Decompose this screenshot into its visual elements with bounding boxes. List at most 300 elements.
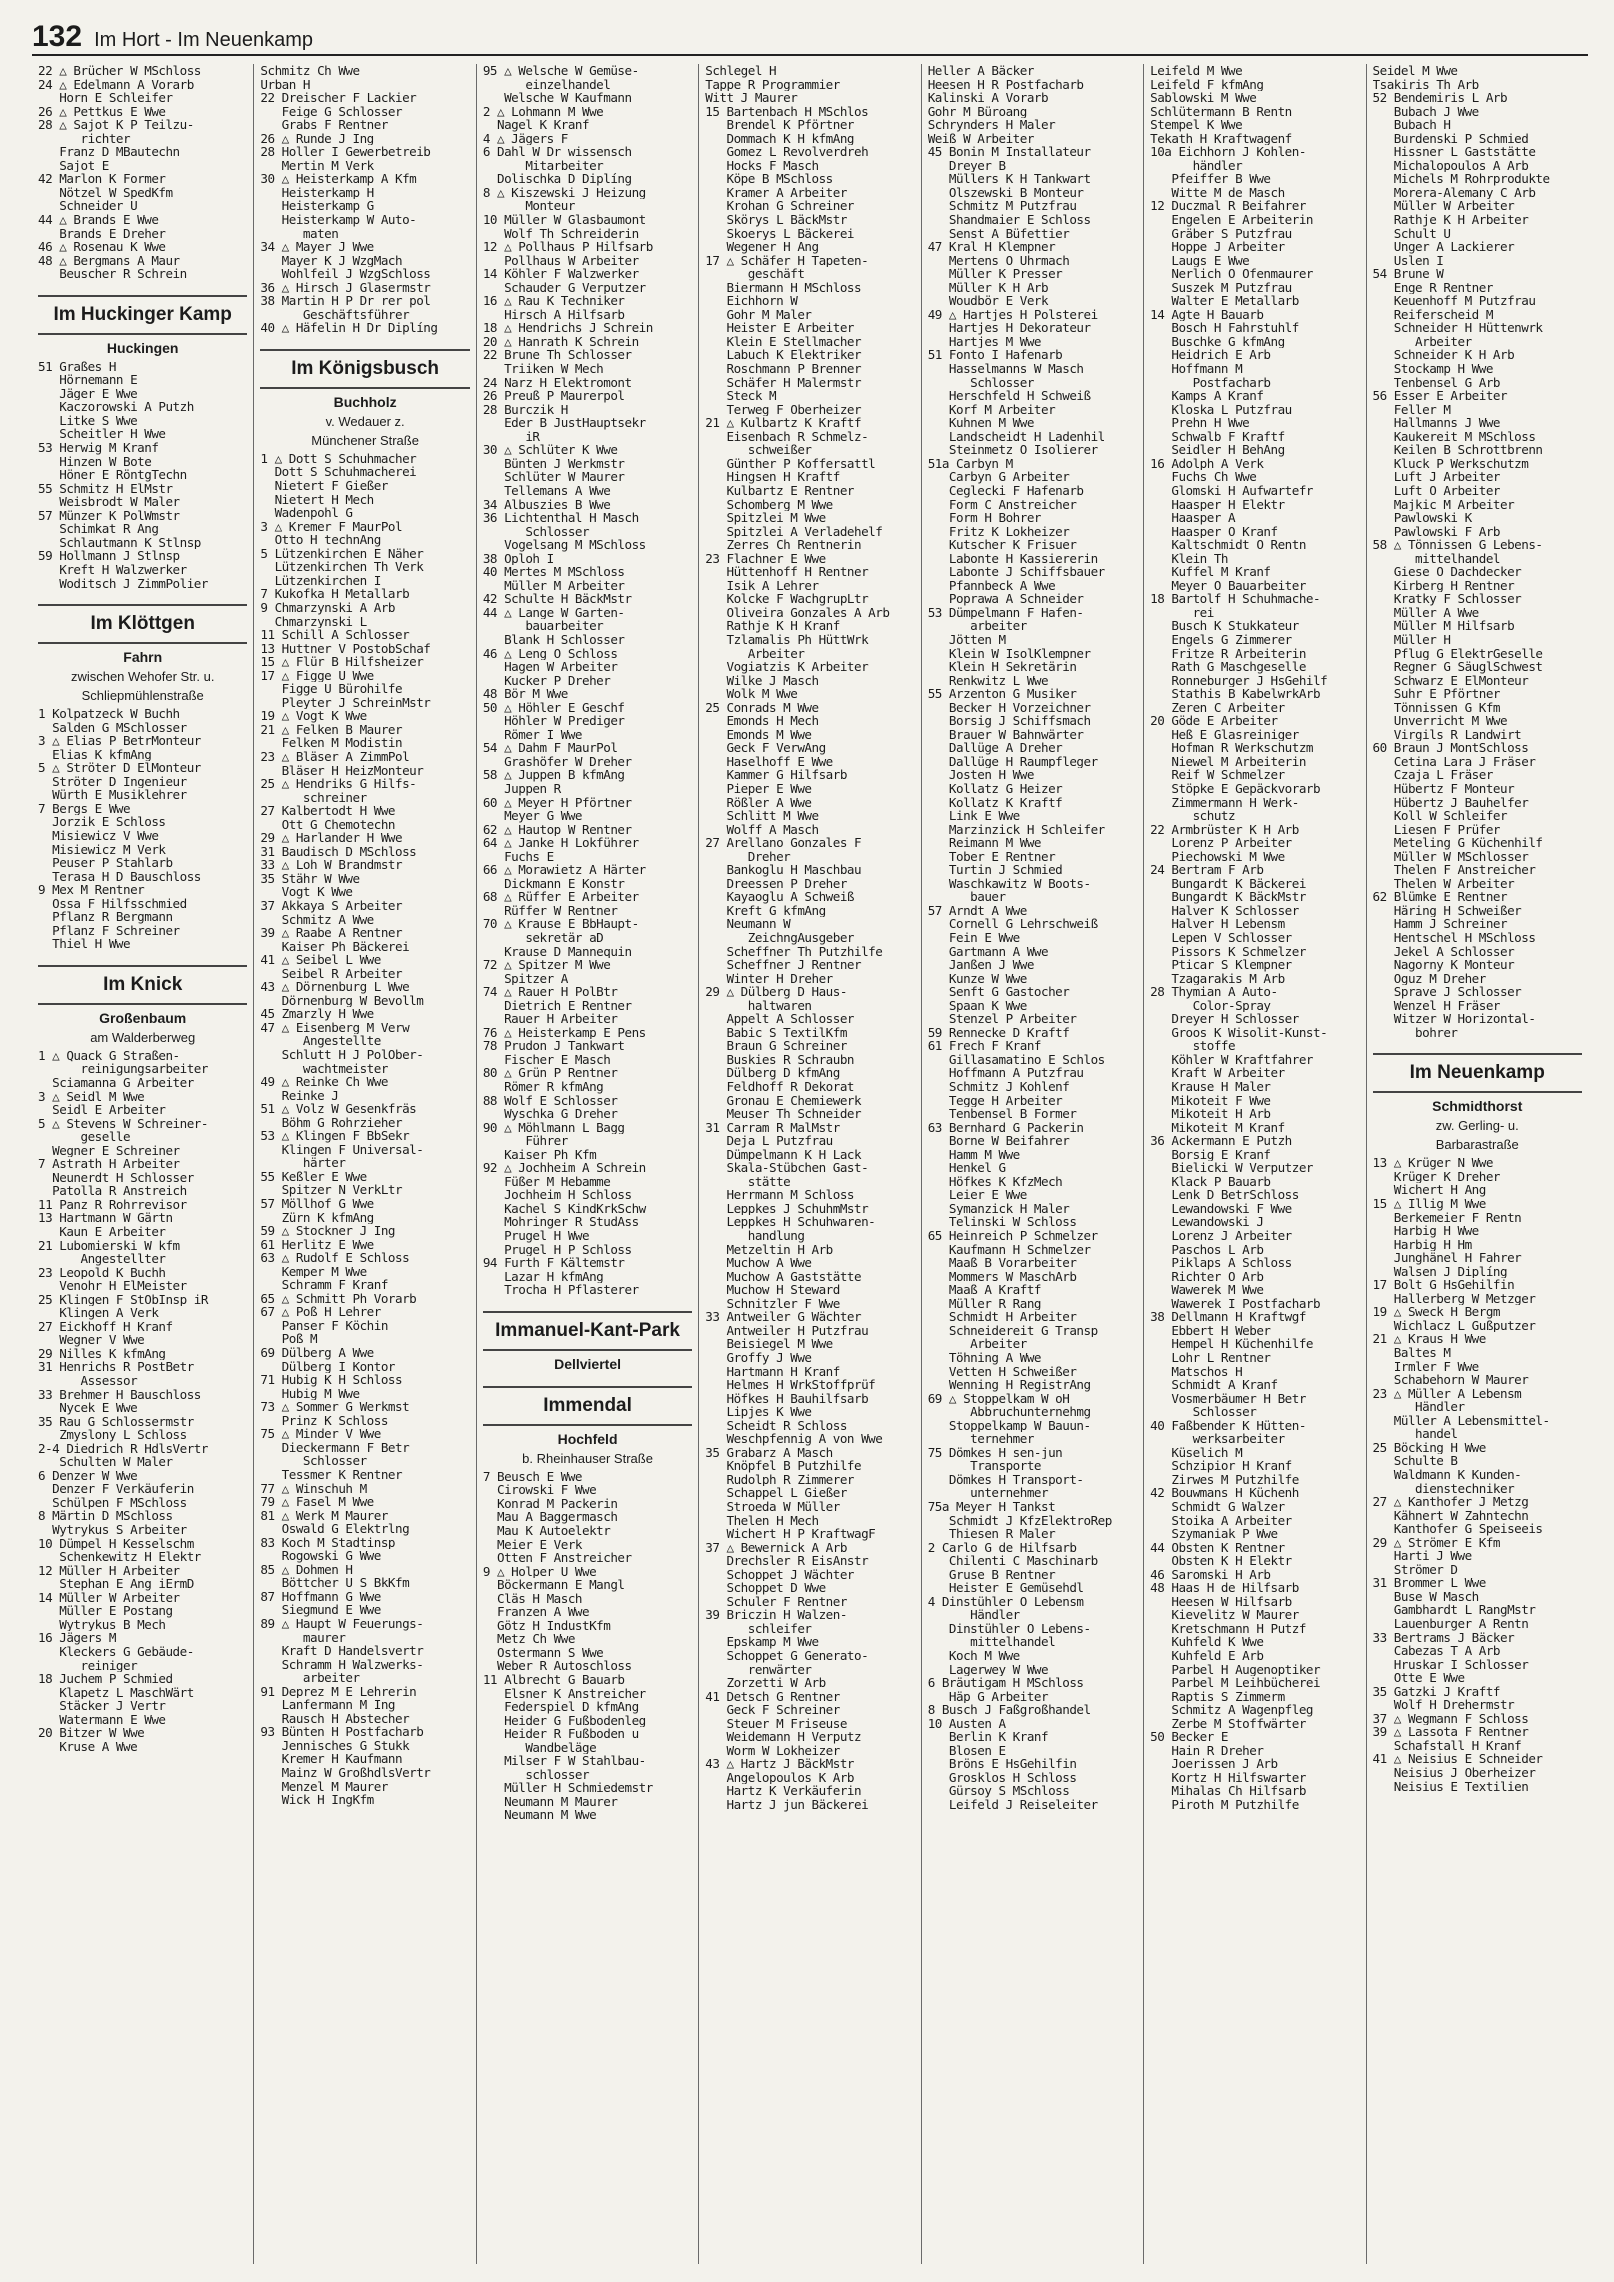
directory-entry: Hoffmann A Putzfrau (927, 1066, 1084, 1081)
directory-entry: Hartmann H Kranf (705, 1364, 840, 1379)
directory-entry: 48 Haas H de Hilfsarb (1150, 1581, 1299, 1595)
directory-entry: Kaczorowski A Putzh (38, 400, 194, 414)
directory-entry: Kuhfeld K Wwe (1150, 1635, 1264, 1649)
directory-entry: Poprawa A Schneider (927, 592, 1084, 606)
directory-entry: 29 △ Harlander H Wwe (260, 831, 403, 845)
directory-entry: 17 △ Schäfer H Tapeten- (705, 253, 869, 268)
directory-entry: geschäft (705, 267, 805, 281)
directory-entry: Piroth M Putzhilfe (1150, 1798, 1299, 1812)
directory-entry: Schmitz A Wagenpfleg (1150, 1703, 1313, 1717)
directory-entry: Scheffner J Rentner (705, 958, 862, 972)
column-1 (32, 64, 254, 2264)
directory-entry: 57 Münzer K PolWmstr (38, 508, 180, 523)
directory-entry: 66 △ Morawietz A Härter (482, 863, 646, 877)
directory-entry: Schlautmann K Stlnsp (38, 535, 201, 550)
directory-entry: 28 △ Sajot K P Teilzu- (38, 118, 194, 132)
directory-entry: Heß E Glasreiniger (1150, 727, 1299, 742)
directory-entry: Heidrich E Arb (1150, 348, 1271, 363)
directory-entry: Worm W Lokheizer (705, 1743, 840, 1758)
directory-entry: Witte M de Masch (1150, 185, 1285, 200)
directory-entry: Lagerwey W Wwe (927, 1662, 1049, 1677)
directory-entry: Weiß W Arbeiter (927, 131, 1034, 146)
directory-entry: Rudolph R Zimmerer (705, 1472, 854, 1487)
directory-entry: händler (1150, 158, 1243, 173)
directory-entry: Schenkewitz H Elektr (38, 1550, 201, 1564)
directory-entry: 57 Möllhof G Wwe (260, 1197, 374, 1211)
directory-entry: Irmler F Wwe (1372, 1359, 1479, 1374)
directory-entry: Dreyer B (927, 158, 1006, 173)
directory-entry: Dreher (705, 849, 791, 864)
directory-entry: Venohr H ElMeister (38, 1279, 187, 1293)
directory-entry: Mikoteit F Wwe (1150, 1093, 1271, 1108)
directory-entry: 29 △ Strömer E Kfm (1372, 1535, 1501, 1550)
directory-entry: Hissner L Gaststätte (1372, 145, 1536, 159)
directory-entry: 27 Eickhoff H Kranf (38, 1319, 173, 1334)
directory-entry: Bünten J Werkmstr (482, 456, 625, 471)
directory-entry: Buschke G kfmAng (1150, 334, 1285, 349)
directory-entry: Matschos H (1150, 1364, 1243, 1379)
directory-entry: Schrynders H Maler (927, 118, 1056, 132)
directory-entry: 20 Göde E Arbeiter (1150, 714, 1278, 728)
directory-entry: Raptis S Zimmerm (1150, 1689, 1285, 1704)
directory-entry: Tekath H Kraftwagenf (1150, 131, 1292, 146)
directory-entry: Müllers K H Tankwart (927, 172, 1091, 186)
directory-entry: 45 Zmarzly H Wwe (260, 1007, 374, 1021)
directory-entry: Jekel A Schlosser (1372, 944, 1515, 959)
directory-entry: Labonte H Kassiererin (927, 551, 1098, 566)
directory-entry: Beisiegel M Wwe (705, 1337, 833, 1351)
directory-entry: wachtmeister (260, 1061, 388, 1076)
directory-entry: 40 Faßbender K Hütten- (1150, 1418, 1306, 1433)
column-3 (477, 64, 699, 2264)
directory-entry: 48 △ Bergmans A Maur (38, 253, 180, 268)
directory-entry: 23 △ Müller A Lebensm (1372, 1386, 1522, 1401)
directory-entry: Pissors K Schmelzer (1150, 944, 1306, 959)
directory-entry: 24 Narz H Elektromont (482, 375, 632, 390)
directory-entry: 31 Henrichs R PostBetr (38, 1360, 194, 1375)
directory-entry: 61 Herlitz E Wwe (260, 1237, 374, 1252)
directory-entry: schreiner (260, 790, 367, 805)
directory-entry: 53 Herwig M Kranf (38, 441, 159, 455)
directory-entry: Menzel M Maurer (260, 1779, 388, 1794)
directory-entry: Schuler F Rentner (705, 1594, 847, 1609)
directory-entry: 81 △ Werk M Maurer (260, 1508, 388, 1523)
directory-entry: Wenning H RegistrAng (927, 1378, 1091, 1392)
directory-entry: 35 Stähr W Wwe (260, 871, 360, 886)
directory-entry: Muchow A Gaststätte (705, 1269, 862, 1284)
column-4 (699, 64, 921, 2264)
directory-entry: 3 △ Kremer F MaurPol (260, 519, 403, 534)
directory-entry: Babic S TextilKfm (705, 1025, 847, 1040)
directory-entry: Wegner V Wwe (38, 1333, 145, 1347)
directory-entry: Schmidt J KfzElektroRep (927, 1513, 1112, 1528)
directory-entry: Müller A Wwe (1372, 605, 1479, 620)
directory-entry: Geck F VerwAng (705, 741, 826, 755)
directory-entry: Krause D Mannequin (482, 944, 632, 959)
page-number: 132 (32, 20, 83, 53)
directory-entry: arbeiter (260, 1671, 360, 1685)
directory-entry: 79 △ Fasel M Wwe (260, 1495, 374, 1509)
directory-entry: Gillasamatino E Schlos (927, 1052, 1105, 1067)
directory-entry: Dommach K H kfmAng (705, 131, 854, 146)
directory-entry: Hirsch A Hilfsarb (482, 307, 625, 322)
directory-entry: Köhler W Kraftfahrer (1150, 1052, 1313, 1067)
directory-entry: 33 △ Loh W Brandmstr (260, 858, 403, 872)
directory-entry: Zerres Ch Rentnerin (705, 538, 862, 552)
directory-entry: Dülberg I Kontor (260, 1359, 395, 1374)
directory-entry: stätte (705, 1174, 791, 1189)
directory-entry: Weidemann H Verputz (705, 1730, 862, 1744)
directory-entry: 48 Bör M Wwe (482, 687, 568, 701)
directory-entry: reiniger (38, 1658, 138, 1673)
directory-entry: Spitzlei A Verladehelf (705, 524, 883, 539)
directory-entry: Rausch H Abstecher (260, 1711, 410, 1726)
directory-entry: Ostermann S Wwe (482, 1645, 604, 1660)
directory-entry: Höner E RöntgTechn (38, 468, 187, 482)
directory-entry: Neumann W (705, 917, 791, 931)
directory-entry: 33 Bertrams J Bäcker (1372, 1630, 1515, 1645)
directory-entry: 9 Mex M Rentner (38, 883, 145, 897)
directory-entry: 17 △ Figge U Wwe (260, 668, 374, 683)
directory-entry: Steck M (705, 389, 777, 403)
directory-entry: Peuser P Stahlarb (38, 856, 173, 870)
directory-entry: Jötten M (927, 632, 1006, 647)
directory-entry: mittelhandel (1372, 551, 1501, 566)
directory-entry: Buskies R Schraubn (705, 1052, 854, 1067)
directory-entry: 5 △ Ströter D ElMonteur (38, 761, 201, 775)
directory-entry: Hamm M Wwe (927, 1147, 1020, 1162)
directory-entry: 18 Bartolf H Schuhmache- (1150, 592, 1321, 606)
directory-entry: Töhning A Wwe (927, 1350, 1042, 1365)
directory-entry: Skörys L BäckMstr (705, 213, 847, 227)
directory-entry: 46 △ Rosenau K Wwe (38, 240, 166, 254)
directory-entry: Müller M Hilfsarb (1372, 619, 1515, 633)
directory-entry: 87 Hoffmann G Wwe (260, 1589, 381, 1604)
directory-entry: Gartmann A Wwe (927, 944, 1049, 959)
directory-entry: Schappel L Gießer (705, 1486, 847, 1500)
directory-entry: Groos K Wisolit-Kunst- (1150, 1025, 1328, 1040)
directory-entry: Kaukereit M MSchloss (1372, 429, 1536, 444)
directory-entry: Heller A Bäcker (927, 64, 1034, 78)
directory-entry: Ronneburger J HsGehilf (1150, 673, 1328, 688)
directory-entry: maurer (260, 1630, 346, 1645)
directory-entry: Pticar S Klempner (1150, 958, 1292, 972)
directory-entry: Klingen A Verk (38, 1306, 159, 1320)
directory-entry: Obsten K H Elektr (1150, 1554, 1292, 1568)
directory-entry: Mertens O Uhrmach (927, 253, 1070, 268)
directory-entry: Ossa F Hilfsschmied (38, 896, 187, 911)
directory-entry: Dott S Schuhmacherei (260, 465, 417, 480)
directory-entry: Emonds M Wwe (705, 727, 812, 742)
directory-entry: Suhr E Pförtner (1372, 687, 1501, 701)
directory-entry: 11 Panz R Rohrrevisor (38, 1197, 187, 1212)
directory-entry: Grosklos H Schloss (927, 1770, 1077, 1785)
directory-entry: 44 △ Lange W Garten- (482, 605, 625, 620)
directory-entry: Denzer F Verkäuferin (38, 1482, 194, 1496)
directory-entry: Wichlacz L Gußputzer (1372, 1318, 1536, 1333)
directory-entry: Feige G Schlosser (260, 104, 403, 119)
directory-entry: Hamm J Schreiner (1372, 917, 1508, 931)
directory-entry: Kolcke F WachgrupLtr (705, 592, 869, 606)
directory-entry: 23 Flachner E Wwe (705, 551, 826, 566)
directory-entry: 42 Bouwmans H Küchenh (1150, 1486, 1299, 1500)
directory-entry: Cetina Lara J Fräser (1372, 754, 1536, 769)
directory-entry: Gruse B Rentner (927, 1567, 1056, 1582)
directory-entry: Jorzik E Schloss (38, 815, 166, 829)
directory-entry: 3 △ Seidl M Wwe (38, 1089, 145, 1104)
directory-entry: 30 △ Schlüter K Wwe (482, 443, 618, 457)
directory-entry: 4 Dinstühler O Lebensm (927, 1594, 1084, 1609)
directory-entry: 51 △ Volz W Gesenkfräs (260, 1102, 417, 1116)
directory-entry: Geck F Schreiner (705, 1703, 840, 1717)
directory-entry: Kluck P Werkschutzm (1372, 456, 1529, 471)
directory-entry: Woudbör E Verk (927, 294, 1049, 308)
directory-entry: Wenzel H Fräser (1372, 998, 1501, 1013)
directory-entry: Gomez L Revolverdreh (705, 145, 869, 159)
directory-entry: Klack P Bauarb (1150, 1174, 1271, 1189)
directory-entry: 73 △ Sommer G Werkmst (260, 1400, 410, 1414)
directory-entry: Stöpke E Gepäckvorarb (1150, 781, 1321, 796)
directory-entry: Vogelsang M MSchloss (482, 538, 646, 552)
directory-entry: Tzagarakis M Arb (1150, 971, 1285, 986)
directory-entry: Kirberg H Rentner (1372, 578, 1515, 593)
directory-entry: 65 Heinreich P Schmelzer (927, 1229, 1098, 1243)
directory-entry: Haasper A (1150, 511, 1236, 525)
directory-entry: 72 △ Spitzer M Wwe (482, 958, 611, 972)
directory-entry: 89 △ Haupt W Feuerungs- (260, 1616, 424, 1631)
directory-entry: 50 △ Höhler E Geschf (482, 700, 625, 715)
directory-entry: 24 Bertram F Arb (1150, 863, 1264, 877)
directory-entry: Schneider K H Arb (1372, 348, 1515, 363)
directory-entry: 39 △ Lassota F Rentner (1372, 1725, 1529, 1739)
directory-entry: Wolff A Masch (705, 822, 819, 837)
directory-entry: 23 Leopold K Buchh (38, 1265, 166, 1280)
directory-entry: Watermann E Wwe (38, 1712, 166, 1727)
directory-entry: Otto H technAng (260, 533, 381, 547)
directory-entry: 21 △ Kraus H Wwe (1372, 1332, 1486, 1347)
directory-entry: Krüger K Dreher (1372, 1169, 1501, 1184)
directory-entry: Reinke J (260, 1088, 339, 1103)
directory-entry: Triiken W Mech (482, 362, 604, 376)
directory-entry: Leier E Wwe (927, 1188, 1027, 1202)
directory-entry: Wick H IngKfm (260, 1793, 374, 1807)
directory-entry: Koll W Schleifer (1372, 809, 1508, 823)
directory-entry: Winter H Dreher (705, 971, 833, 986)
directory-entry: 37 Akkaya S Arbeiter (260, 898, 403, 913)
directory-entry: Stenzel P Arbeiter (927, 1012, 1077, 1026)
directory-entry: Schulte B (1372, 1454, 1458, 1468)
directory-entry: Seidel M Wwe (1372, 64, 1458, 78)
directory-entry: Wytrykus S Arbeiter (38, 1523, 187, 1537)
directory-entry: Müller M Arbeiter (482, 578, 625, 593)
directory-entry: Fein E Wwe (927, 931, 1020, 945)
directory-entry: Führer (482, 1134, 568, 1148)
column-2 (254, 64, 476, 2264)
directory-entry: 22 Armbrüster K H Arb (1150, 822, 1299, 837)
directory-entry: Tönnissen G Kfm (1372, 700, 1501, 715)
directory-entry: Engels G Zimmerer (1150, 632, 1292, 647)
directory-entry: handel (1372, 1427, 1458, 1441)
directory-entry: 14 Agte H Bauarb (1150, 307, 1264, 322)
directory-entry: 7 Kukofka H Metallarb (260, 587, 410, 601)
directory-entry: 35 Rau G Schlossermstr (38, 1414, 194, 1429)
directory-entry: Dörnenburg W Bevollm (260, 993, 424, 1008)
directory-entry: Stoppelkamp W Bauun- (927, 1418, 1091, 1433)
directory-entry: Prehn H Wwe (1150, 416, 1250, 430)
directory-entry: 77 △ Winschuh M (260, 1481, 367, 1496)
directory-entry: Meyer O Bauarbeiter (1150, 578, 1306, 593)
directory-entry: Pflanz F Schreiner (38, 923, 180, 938)
directory-entry: Tzlamalis Ph HüttWrk (705, 632, 869, 647)
directory-entry: Müller H Schmiedemstr (482, 1781, 653, 1795)
directory-entry: Gambhardt L RangMstr (1372, 1603, 1536, 1617)
directory-entry: Josten H Wwe (927, 768, 1034, 782)
street-heading (38, 965, 247, 1005)
directory-entry: 26 △ Runde J Ing (260, 131, 374, 146)
directory-entry: Heisterkamp W Auto- (260, 213, 417, 227)
directory-entry: Trocha H Pflasterer (482, 1283, 639, 1297)
column-5 (922, 64, 1144, 2264)
directory-entry: Feller M (1372, 402, 1451, 417)
directory-entry: Heesen W Hilfsarb (1150, 1594, 1292, 1609)
directory-entry: Stephan E Ang iErmD (38, 1577, 194, 1591)
directory-entry: Form C Anstreicher (927, 497, 1077, 512)
directory-entry: Piklaps A Schloss (1150, 1256, 1292, 1270)
directory-entry: Halver H Lebensm (1150, 917, 1285, 931)
directory-entry: Wandbeläge (482, 1740, 597, 1755)
directory-entry: Ströter D Ingenieur (38, 774, 187, 789)
directory-entry: 22 Dreischer F Lackier (260, 91, 417, 105)
directory-entry: 40 Mertes M MSchloss (482, 565, 625, 579)
directory-entry: 10 Dümpel H Kesselschm (38, 1536, 194, 1551)
directory-entry: Transporte (927, 1459, 1042, 1473)
directory-entry: Halver K Schlosser (1150, 903, 1299, 918)
directory-entry: 75 Dömkes H sen-jun (927, 1445, 1063, 1460)
directory-entry: Pfeiffer B Wwe (1150, 172, 1271, 186)
directory-entry: Stoika A Arbeiter (1150, 1513, 1292, 1528)
directory-entry: Kaiser Ph Kfm (482, 1147, 597, 1162)
directory-entry: 15 △ Illig M Wwe (1372, 1197, 1486, 1211)
street-heading (483, 1311, 692, 1351)
directory-entry: Lützenkirchen Th Verk (260, 560, 424, 574)
directory-entry: maten (260, 226, 339, 241)
directory-entry: Epskamp M Wwe (705, 1635, 819, 1649)
directory-entry: Skala-Stübchen Gast- (705, 1161, 869, 1175)
directory-entry: 10 Müller W Glasbaumont (482, 213, 646, 227)
directory-entry: Elsner K Anstreicher (482, 1686, 646, 1701)
directory-entry: Juppen R (482, 781, 561, 796)
directory-entry: Köpe B MSchloss (705, 172, 833, 186)
directory-entry: Spitzer N VerkLtr (260, 1183, 403, 1198)
directory-entry: 6 Denzer W Wwe (38, 1468, 138, 1483)
directory-entry: Hartjes H Dekorateur (927, 321, 1091, 335)
directory-entry: 35 Grabarz A Masch (705, 1445, 833, 1460)
street-location-note: am Walderberweg (90, 1029, 196, 1045)
directory-entry: Regner G SäuglSchwest (1372, 660, 1543, 674)
directory-entry: Klein E Stellmacher (705, 334, 862, 349)
directory-entry: rei (1150, 605, 1214, 620)
directory-entry: 16 △ Rau K Techniker (482, 294, 625, 308)
directory-entry: Witt J Maurer (705, 91, 798, 105)
directory-entry: Roschmann P Brenner (705, 362, 862, 376)
directory-entry: Herschfeld H Schweiß (927, 389, 1091, 403)
directory-entry: Mau K Autoelektr (482, 1523, 611, 1538)
directory-entry: Blank H Schlosser (482, 632, 625, 647)
directory-entry: 16 Jägers M (38, 1631, 116, 1645)
directory-entry: 39 △ Raabe A Rentner (260, 926, 403, 940)
directory-entry: 49 △ Reinke Ch Wwe (260, 1075, 388, 1089)
directory-entry: Janßen J Wwe (927, 958, 1034, 972)
directory-entry: Häring H Schweißer (1372, 903, 1522, 918)
street-location-note: v. Wedauer z. (325, 413, 405, 429)
directory-entry: 31 Carram R MalMstr (705, 1120, 840, 1135)
directory-entry: Dallüge H Raumpfleger (927, 754, 1098, 769)
directory-entry: Wolf Th Schreiderin (482, 226, 639, 241)
directory-entry: Leifeld F kfmAng (1150, 77, 1264, 92)
directory-entry: Gronau E Chemiewerk (705, 1093, 862, 1108)
directory-entry: Günther P Koffersattl (705, 456, 876, 471)
directory-entry: Seidl E Arbeiter (38, 1103, 166, 1117)
directory-entry: Scheidt R Schloss (705, 1418, 847, 1433)
district-name: Schmidthorst (1432, 1098, 1523, 1115)
directory-entry: Schmitz A Wwe (260, 912, 374, 927)
directory-entry: Spitzer A (482, 971, 568, 986)
directory-entry: Kemper M Wwe (260, 1264, 367, 1279)
directory-entry: 63 △ Rudolf E Schloss (260, 1251, 410, 1265)
street-name: Im Klöttgen (90, 613, 195, 635)
directory-entry: Weisbrodt W Maler (38, 495, 180, 509)
directory-entry: 27 Arellano Gonzales F (705, 836, 862, 850)
directory-entry: Schult U (1372, 226, 1451, 241)
directory-entry: bohrer (1372, 1025, 1458, 1040)
directory-entry: Hallmanns J Wwe (1372, 416, 1501, 430)
directory-entry: Schäfer H Malermstr (705, 375, 862, 390)
directory-entry: Mau A Baggermasch (482, 1510, 618, 1524)
directory-entry: Oliveira Gonzales A Arb (705, 605, 890, 620)
directory-entry: 28 Holler I Gewerbetreib (260, 145, 431, 159)
directory-entry: 5 Lützenkirchen E Näher (260, 546, 424, 561)
directory-entry: Hentschel H MSchloss (1372, 931, 1536, 945)
directory-entry: Schmidt A Kranf (1150, 1378, 1278, 1392)
directory-entry: Steinmetz O Isolierer (927, 443, 1098, 457)
directory-entry: 70 △ Krause E BbHaupt- (482, 917, 639, 931)
directory-entry: Hofman R Werkschutzm (1150, 741, 1313, 755)
directory-entry: Strömer D (1372, 1562, 1458, 1577)
directory-entry: Salden G MSchlosser (38, 720, 187, 735)
directory-entry: 59 △ Stockner J Ing (260, 1224, 395, 1238)
directory-entry: Kaiser Ph Bäckerei (260, 939, 410, 954)
directory-entry: Kruse A Wwe (38, 1739, 138, 1754)
directory-entry: Walter E Metallarb (1150, 294, 1299, 308)
directory-entry: 33 Antweiler G Wächter (705, 1310, 862, 1324)
directory-entry: Cabezas T A Arb (1372, 1644, 1501, 1658)
directory-entry: Eder B JustHauptsekr (482, 416, 646, 430)
directory-entry: 7 Astrath H Arbeiter (38, 1157, 180, 1171)
directory-entry: Kievelitz W Maurer (1150, 1608, 1299, 1622)
directory-entry: geselle (38, 1130, 131, 1144)
directory-entry: Wyschka G Dreher (482, 1107, 618, 1121)
directory-entry: Luft O Arbeiter (1372, 483, 1501, 498)
directory-entry: schweißer (705, 443, 812, 457)
directory-entry: 25 Böcking H Wwe (1372, 1440, 1486, 1455)
directory-entry: Kuffel M Kranf (1150, 565, 1271, 579)
directory-entry: 13 △ Krüger N Wwe (1372, 1156, 1493, 1170)
directory-entry: 11 Albrecht G Bauarb (482, 1672, 625, 1687)
directory-entry: Hartz K Verkäuferin (705, 1784, 862, 1798)
directory-entry: einzelhandel (482, 77, 611, 92)
directory-entry: 55 Schmitz H ElMstr (38, 481, 173, 496)
directory-entry: Lützenkirchen I (260, 573, 381, 588)
